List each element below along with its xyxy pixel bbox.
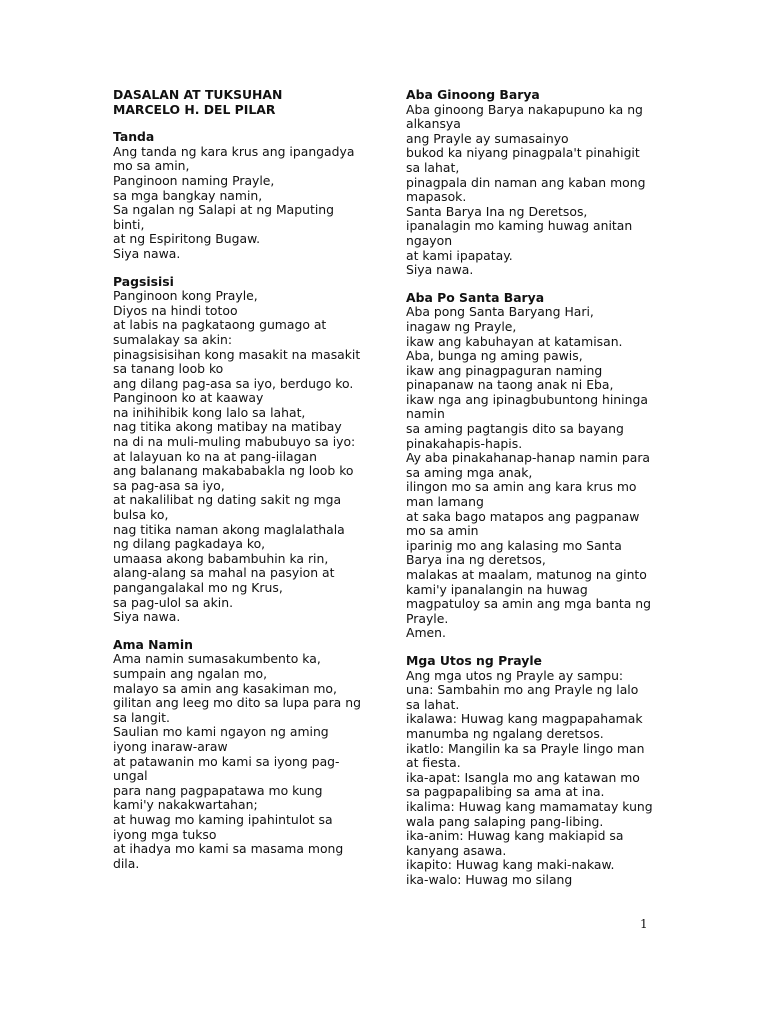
text-line: bukod ka niyang pinagpala't pinahigit sa lahat, <box>406 145 640 175</box>
text-line: Saulian mo kami ngayon ng aming iyong inaraw-araw <box>113 724 329 754</box>
text-line: Siya nawa. <box>113 609 181 625</box>
text-line: una: Sambahin mo ang Prayle ng lalo sa lahat. <box>406 682 639 712</box>
section-ama-namin <box>113 638 363 872</box>
section-title: Aba Ginoong Barya <box>406 87 540 102</box>
text-line: ika-anim: Huwag kang makiapid sa kanyang asawa. <box>406 828 624 858</box>
section-title: Pagsisisi <box>113 273 174 289</box>
text-line: Ang mga utos ng Prayle ay sampu: <box>406 667 624 683</box>
section-tanda <box>113 130 363 261</box>
text-line: para nang pagpapatawa mo kung kami'y nakakwartahan; <box>113 782 323 813</box>
text-line: Aba pong Santa Baryang Hari, <box>406 304 594 320</box>
text-line: nag titika naman akong maglalathala ng dilang pagkadaya ko, <box>113 521 345 552</box>
document-author: MARCELO H. DEL PILAR <box>113 101 276 117</box>
right-column <box>406 88 656 887</box>
text-line: Siya nawa. <box>406 262 474 278</box>
text-line: Aba ginoong Barya nakapupuno ka ng alkansya <box>406 101 643 132</box>
text-line: at huwag mo kaming ipahintulot sa iyong mga tukso <box>113 811 333 842</box>
text-line: ikaw ang pinagpaguran naming <box>406 362 603 378</box>
text-line: ang dilang pag-asa sa iyo, berdugo ko. <box>113 375 354 391</box>
text-line: ikatlo: Mangilin ka sa Prayle lingo man at fiesta. <box>406 740 645 771</box>
left-sections <box>113 130 363 871</box>
text-line: ika-apat: Isangla mo ang katawan mo sa pagpapalibing sa ama at ina. <box>406 769 640 800</box>
text-line: iparinig mo ang kalasing mo Santa Barya ina ng deretsos, <box>406 537 622 568</box>
text-line: pinagpala din naman ang kaban mong mapasok. <box>406 174 646 205</box>
text-line: alang-alang sa mahal na pasyion at pangangalakal mo ng Krus, <box>113 565 335 595</box>
text-line: gilitan ang leeg mo dito sa lupa para ng sa langit. <box>113 695 361 725</box>
text-line: Santa Barya Ina ng Deretsos, <box>406 203 588 219</box>
text-line: pinapanaw na taong anak ni Eba, <box>406 377 614 393</box>
text-line: ika-walo: Huwag mo silang <box>406 871 573 887</box>
section-aba-po-santa-barya <box>406 291 656 641</box>
text-line: Sa ngalan ng Salapi at ng Maputing binti, <box>113 202 334 232</box>
text-line: Panginoon kong Prayle, <box>113 288 258 304</box>
section-title: Tanda <box>113 129 155 145</box>
text-line: na di na muli-muling mabubuyo sa iyo: <box>113 434 356 450</box>
text-line: ikalawa: Huwag kang magpapahamak manumba ng ngalang deretsos. <box>406 711 643 741</box>
section-title: Ama Namin <box>113 636 193 652</box>
section-title: Mga Utos ng Prayle <box>406 652 542 668</box>
text-line: Panginoon ko at kaaway <box>113 390 264 406</box>
text-line: ikapito: Huwag kang maki-nakaw. <box>406 857 615 873</box>
text-line: ikaw nga ang ipinagbubuntong hininga namin <box>406 391 648 422</box>
text-line: at nakalilibat ng dating sakit ng mga bulsa ko, <box>113 492 342 523</box>
text-line: ang Prayle ay sumasainyo <box>406 130 569 146</box>
text-line: at lalayuan ko na at pang-iilagan <box>113 448 317 464</box>
section-aba-ginoong-barya <box>406 88 656 278</box>
text-line: malakas at maalam, matunog na ginto kami'y ipanalangin na huwag magpatuloy sa amin ang mga banta ng Prayle. <box>406 567 652 626</box>
text-line: Amen. <box>406 625 446 641</box>
section-title: Aba Po Santa Barya <box>406 289 545 305</box>
text-line: at ng Espiritong Bugaw. <box>113 231 261 247</box>
text-line: at kami ipapatay. <box>406 247 513 263</box>
text-line: nag titika akong matibay na matibay <box>113 419 342 435</box>
section-mga-utos-ng-prayle <box>406 654 656 888</box>
text-line: umaasa akong babambuhin ka rin, <box>113 550 329 566</box>
text-line: na inihihibik kong lalo sa lahat, <box>113 404 306 420</box>
text-line: sumpain ang ngalan mo, <box>113 665 268 681</box>
page-number: 1 <box>640 917 648 931</box>
text-line: malayo sa amin ang kasakiman mo, <box>113 680 337 696</box>
text-line: pinagsisisihan kong masakit na masakit sa tanang loob ko <box>113 346 361 377</box>
right-sections <box>406 88 656 887</box>
text-line: Ama namin sumasakumbento ka, <box>113 651 321 667</box>
text-line: ikalima: Huwag kang mamamatay kung wala pang salaping pang-libing. <box>406 798 653 829</box>
text-line: sa pag-ulol sa akin. <box>113 594 234 610</box>
text-line: at patawanin mo kami sa iyong pag-ungal <box>113 753 340 784</box>
text-line: sa aming pagtangis dito sa bayang pinakahapis-hapis. <box>406 421 624 451</box>
text-line: ilingon mo sa amin ang kara krus mo man lamang <box>406 479 637 510</box>
text-line: at saka bago matapos ang pagpanaw mo sa amin <box>406 508 640 539</box>
text-line: sa mga bangkay namin, <box>113 187 263 203</box>
document-title: DASALAN AT TUKSUHAN <box>113 87 283 102</box>
text-line: at ihadya mo kami sa masama mong dila. <box>113 841 344 871</box>
text-line: at labis na pagkataong gumago at sumalakay sa akin: <box>113 317 327 347</box>
text-line: Aba, bunga ng aming pawis, <box>406 348 583 364</box>
section-pagsisisi <box>113 275 363 625</box>
text-line: inagaw ng Prayle, <box>406 318 517 334</box>
text-line: Diyos na hindi totoo <box>113 302 238 318</box>
text-line: ikaw ang kabuhayan at katamisan. <box>406 333 623 349</box>
text-line: Ay aba pinakahanap-hanap namin para sa aming mga anak, <box>406 450 651 480</box>
text-line: Ang tanda ng kara krus ang ipangadya mo sa amin, <box>113 143 355 174</box>
text-line: ipanalagin mo kaming huwag anitan ngayon <box>406 218 633 248</box>
text-line: Siya nawa. <box>113 245 181 261</box>
text-line: Panginoon naming Prayle, <box>113 172 275 188</box>
text-line: ang balanang makababakla ng loob ko sa pag-asa sa iyo, <box>113 463 354 493</box>
left-column <box>113 88 363 871</box>
